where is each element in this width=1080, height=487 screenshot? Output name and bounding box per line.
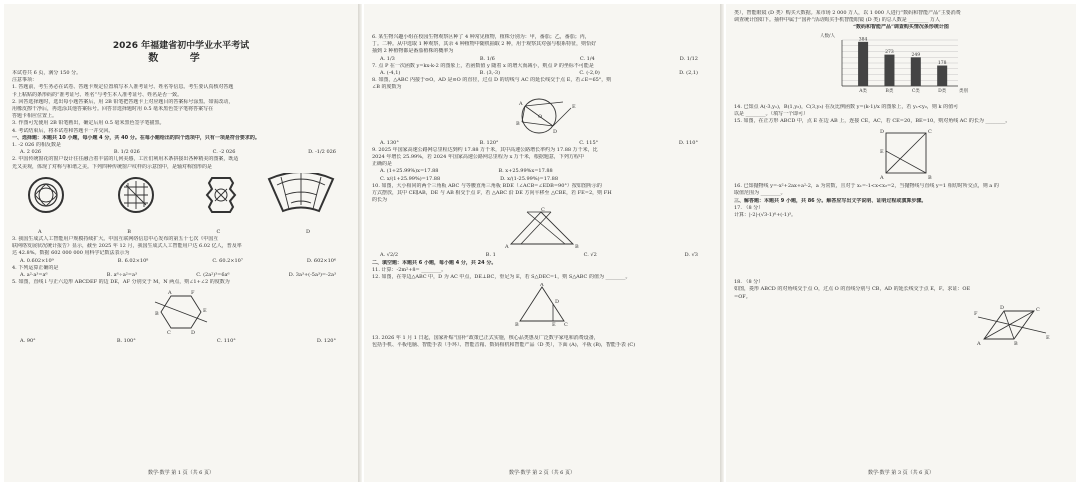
option-c: C. (-2,0)	[579, 70, 600, 77]
svg-text:E: E	[572, 103, 576, 110]
option-b: B. x+25.99%x=17.88	[498, 168, 553, 175]
question-12: 12. 如图，在等边△ABC 中，D 为 AC 中点，DE⊥BC，垂足为 E，若 S△DEC=1，则 S△ABC 的值为 ________。	[372, 274, 631, 281]
option-a: A	[38, 228, 42, 235]
svg-text:E: E	[203, 308, 207, 315]
question-14: 以是 ________。（填写一个即可）	[734, 110, 809, 117]
svg-text:B: B	[516, 120, 520, 127]
option-a: A. (1+25.99%)x=17.88	[380, 168, 439, 175]
bar-value-label: 273	[885, 49, 894, 55]
option-c: C. √2	[583, 252, 597, 259]
q10-options	[372, 252, 712, 259]
question-17: 17. （8 分）	[734, 204, 764, 211]
option-d: D. 120°	[316, 338, 336, 345]
question-2: 光又美观，体现了对称与和谐之美。下列四种传统窗户纹样的示意图中，是轴对称图形的是	[12, 163, 213, 170]
page-footer: 数学·数学 第 1 页（共 6 页）	[148, 469, 214, 476]
window-pattern-b	[119, 178, 153, 212]
q9-options-ab	[372, 168, 712, 175]
q9-options-cd	[372, 176, 712, 183]
bar-value-label: 178	[937, 60, 947, 66]
triangle-figure	[497, 206, 587, 250]
notice-line: 1. 答题前，考生务必在试卷、答题卡规定位置填写本人准考证号、姓名等信息。考生要认真核对答题	[12, 84, 234, 91]
svg-text:D: D	[555, 299, 560, 306]
bar-C类	[911, 57, 921, 86]
equilateral-triangle-figure	[512, 283, 572, 327]
section-heading-fill: 二、填空题：本题共 6 小题，每小题 4 分，共 24 分。	[372, 259, 497, 266]
page-gutter	[358, 4, 362, 482]
option-c: C	[216, 228, 221, 235]
svg-text:C: C	[1036, 306, 1040, 313]
window-pattern-d	[269, 173, 333, 211]
question-16: 16. 已知抛物线 y=-x²+2ax+a²-2，a 为常数，且对于 x₁=-1<x<x₂=2，当抛物线与直线 y=1 相切时所交点，则 a 的	[734, 183, 999, 190]
svg-text:B: B	[1014, 340, 1018, 347]
exam-page-1	[4, 4, 358, 482]
svg-text:E: E	[1046, 334, 1050, 341]
category-tick-label: C类	[911, 88, 920, 94]
question-9: 9. 2025 年国家高速公路网总里程达到约 17.88 万千米，其中高速公路增长率约为 17.88 万千米，比	[372, 146, 598, 153]
hexagon-figure	[151, 288, 211, 336]
rhombus-figure	[974, 303, 1054, 347]
question-10: 方式摆放，其中 CE∥AB，DE 与 AB 相交于点 F，若 △ABC 沿 DE 方向平移至 △CBE，若 FE=2，则 FH	[372, 190, 612, 197]
svg-text:A: A	[168, 290, 172, 297]
option-d: D. √3	[684, 252, 698, 259]
option-a: A. 2 026	[20, 149, 42, 156]
svg-text:E: E	[880, 149, 884, 156]
question-13-continued: 类），智能眼镜 (D 类）购买大数据。某市场 2 000 万人，以 1 000 人进行“数码和智能产品”主要消费	[734, 10, 961, 16]
page-gutter	[720, 4, 724, 482]
q6-options	[372, 56, 712, 63]
question-16: 取值范围为 ________。	[734, 190, 786, 197]
section-heading-choice: 一、选择题：本题共 10 小题，每小题 4 分，共 40 分。在每小题给出的四个选项中，只有一项是符合要求的。	[12, 134, 260, 141]
question-4: 4. 下列运算正确的是	[12, 264, 59, 271]
svg-text:O: O	[538, 113, 543, 120]
svg-text:A: A	[880, 175, 884, 182]
option-d: D. 110°	[678, 139, 698, 146]
page-footer: 数学·数学 第 2 页（共 6 页）	[509, 469, 575, 476]
question-10: 的长为	[372, 197, 388, 204]
bar-value-label: 249	[911, 52, 921, 58]
bar-value-label: 384	[858, 36, 868, 42]
section-heading-solve: 三、解答题：本题共 9 小题，共 86 分。解答应写出文字说明、证明过程或演算步骤。	[734, 197, 927, 204]
svg-text:F: F	[191, 290, 195, 297]
window-patterns-figure	[16, 173, 346, 227]
survey-bar-chart	[818, 32, 968, 98]
option-d: D	[305, 228, 310, 235]
question-13: 13. 2026 年 1 月 1 日起，国家补贴“国补”政策已正式实施，核心品类惠及广泛数字家电和消费设备，	[372, 335, 599, 342]
option-c: C. 110°	[216, 338, 236, 345]
option-a: A. 90°	[20, 338, 36, 345]
svg-text:C: C	[564, 322, 568, 328]
notice-line: 用橡皮擦干净后，再选涂其他答案标号。回答非选择题时用 0.5 毫米黑色签字笔将答案写在	[12, 106, 214, 113]
q2-labels	[12, 229, 350, 236]
question-15: 15. 如图，在正方形 ABCD 中，点 E 在边 AB 上，连接 CE，AC，若 CE=20，BE=10，则对角线 AC 的长为 ________。	[734, 118, 1011, 125]
option-b: B. 1/6	[479, 55, 495, 62]
question-2: 2. 中国传统窗花的窗户设计往往融合着丰富的几何美感，工匠们利用木条拼接出各种精美的图案，既适	[12, 156, 239, 163]
svg-text:D: D	[191, 330, 196, 337]
option-d: D. (2,1)	[679, 70, 698, 77]
exam-page-2	[364, 4, 720, 482]
q8-options	[372, 140, 712, 147]
category-tick-label: D类	[938, 88, 947, 94]
option-a: A. a²·a³=a⁶	[20, 272, 48, 279]
question-6: 抽到 2 种植物都是番茄植株的概率为	[372, 48, 454, 55]
svg-text:C: C	[167, 330, 171, 337]
option-c: C. 1/4	[579, 55, 595, 62]
svg-text:D: D	[553, 128, 558, 135]
svg-text:D: D	[1000, 304, 1005, 311]
q1-options	[12, 149, 350, 156]
svg-text:F: F	[974, 310, 978, 317]
option-a: A. (-4,1)	[380, 70, 401, 77]
question-9: 正确的是	[372, 161, 393, 168]
window-pattern-c	[207, 178, 235, 212]
option-a: A. 0.602×10⁹	[20, 257, 54, 264]
q4-options	[12, 272, 350, 279]
question-18-text: 如图，菱形 ABCD 的对角线交于点 O，过点 O 的直线分别与 CB，AD 的延长线交于点 E，F。求证：OE	[734, 286, 971, 293]
q7-options	[372, 70, 712, 77]
option-b: B	[127, 228, 131, 235]
question-9: 2024 年增长 25.99%，若 2024 年国家高速公路网总里程为 x 万千米，根据题意，下列方程中	[372, 154, 584, 161]
bar-D类	[937, 65, 947, 85]
window-pattern-a	[29, 178, 63, 212]
exam-title: 2026 年福建省初中学业水平考试	[112, 41, 250, 51]
option-a: A. √2/2	[380, 252, 399, 259]
exam-subject: 数 学	[148, 53, 214, 64]
question-3: 3. 我国生成式人工智能用户规模持续扩大。中国互联网络信息中心发布的第五十七次《中国互	[12, 236, 219, 243]
notice-heading: 注意事项：	[12, 77, 38, 84]
question-7: 7. 点 P 在一次函数 y=kx-k-2 的图象上，若函数值 y 随着 x 的增大而减小，则点 P 的坐标不可能是	[372, 62, 594, 69]
option-c: C. (2a²)³=6a⁶	[196, 272, 230, 279]
option-b: B. a⁶÷a²=a³	[106, 272, 137, 279]
svg-text:A: A	[540, 283, 544, 289]
notice-line: 4. 考试结束后，将本试卷和答题卡一并交回。	[12, 127, 114, 134]
q3-options	[12, 258, 350, 265]
svg-text:B: B	[575, 244, 579, 251]
bar-A类	[858, 41, 868, 85]
svg-text:D: D	[880, 129, 885, 136]
question-5: 5. 如图，直线 l 与正六边形 ABCDEF 的边 DE，AF 分别交于 M，N 两点，则∠1+∠2 的度数为	[12, 279, 230, 286]
question-18: 18. （8 分）	[734, 279, 764, 286]
option-d: D. 3a³+(-5a³)=-2a³	[288, 272, 336, 279]
option-c: C. -2 026	[212, 149, 236, 156]
option-d: D. -1/2 026	[308, 149, 336, 156]
notice-line: 3. 作图可先使用 2B 铅笔画出，确定后用 0.5 毫米黑色签字笔描黑。	[12, 120, 165, 127]
svg-text:E: E	[552, 322, 556, 328]
option-b: B. 1	[485, 252, 496, 259]
option-b: B. 100°	[116, 338, 136, 345]
option-b: B. 1/2 026	[113, 149, 140, 156]
question-17-expression: 计算：|-2|-(√3-1)⁰+(-1)³。	[734, 212, 797, 219]
question-10: 10. 如图，大小相同的两个三角板 ABC 与等腰直角三角板 BDE（∠ACB=∠EDB=90°）按如图所示的	[372, 182, 602, 189]
q5-options	[12, 338, 350, 345]
question-3: 达 42.8%。数据 602 000 000 用科学记数法表示为	[12, 250, 130, 257]
category-tick-label: A类	[859, 88, 867, 94]
question-3: 联网络发展状况统计报告》显示，截至 2025 年 12 月，我国生成式人工智能用户达 6.02 亿人，普及率	[12, 243, 242, 250]
category-tick-label: B类	[885, 88, 894, 94]
question-13-continued: 调查统计图如下。抽样中属于“国补”活动购买手机智能眼镜 (D 类) 的总人数是 ________ 万人	[734, 17, 940, 24]
svg-text:C: C	[928, 129, 932, 136]
svg-text:B: B	[155, 311, 159, 318]
option-c: C. x/(1+25.99%)=17.88	[380, 175, 441, 182]
notice-line: 答题卡相应位置上。	[12, 113, 58, 120]
chart-title: “数码和智能产品”调查购买情况条形统计图	[853, 24, 949, 31]
question-13: 包括手机、平板电脑、智能手表（手环）、智能音箱、数码相机和智能产品（D 类），下面 (A)，平板 (B)，智能手表 (C)	[372, 342, 636, 349]
svg-text:B: B	[515, 322, 519, 328]
exam-intro: 本试卷共 6 页，满分 150 分。	[12, 70, 82, 76]
option-c: C. 60.2×10⁷	[212, 257, 243, 264]
question-14: 14. 已知点 A(-3,y₁)，B(1,y₂)，C(3,y₃) 在反比例函数 y=(k-1)/x 的图象上，若 y₁<y₂，则 k 的值可	[734, 103, 959, 110]
option-d: D. 602×10⁶	[306, 257, 336, 264]
page-footer: 数学·数学 第 3 页（共 6 页）	[868, 469, 934, 476]
square-figure	[874, 127, 938, 181]
option-a: A. 1/3	[380, 55, 395, 62]
exam-page-3	[726, 4, 1076, 482]
svg-text:C: C	[541, 207, 545, 214]
option-b: B. (3,-3)	[479, 70, 501, 77]
circle-figure	[497, 94, 587, 138]
option-b: B. 6.02×10⁸	[117, 257, 149, 264]
y-axis-label: 人数/人	[820, 33, 836, 39]
question-6: 6. 某生物兴趣小组在校园生物观察区种了 4 种常见植物，植株分别为：甲，番茄；乙，番茄；丙，	[372, 34, 590, 40]
option-d: D. x/(1-25.99%)=17.88	[500, 175, 559, 182]
svg-text:A: A	[519, 100, 523, 107]
question-8: ∠B 的度数为	[372, 84, 402, 91]
question-11: 11. 计算：-2m²+8= ________。	[372, 266, 447, 273]
notice-line: 2. 回答选择题时，选出每小题答案后，用 2B 铅笔把答题卡上对应题目的答案标号涂黑。如需改动，	[12, 98, 234, 105]
svg-text:B: B	[928, 175, 932, 182]
question-18-text: =OF。	[734, 293, 751, 300]
svg-text:A: A	[505, 244, 509, 251]
x-axis-label: 类别	[959, 88, 968, 94]
option-a: A. 130°	[380, 139, 399, 146]
svg-text:A: A	[977, 340, 981, 347]
question-1: 1. -2 026 的相反数是	[12, 142, 61, 149]
question-8: 8. 如图，△ABC 内接于⊙O，AD 是⊙O 的直径，过点 D 的切线与 AC 的延长线交于点 E，若∠E=65°，则	[372, 77, 612, 84]
notice-line: 卡上粘贴的条形码的“准考证号、姓名”与考生本人准考证号、姓名是否一致。	[12, 91, 183, 98]
option-c: C. 115°	[579, 139, 599, 146]
bar-B类	[884, 54, 894, 85]
option-b: B. 120°	[479, 139, 499, 146]
option-d: D. 1/12	[679, 55, 698, 62]
question-6: 丁。二种。从中选取 1 种观察，其余 4 种植物中随机抽取 2 种，用于观察其对强与根系特征，则恰好	[372, 41, 597, 48]
